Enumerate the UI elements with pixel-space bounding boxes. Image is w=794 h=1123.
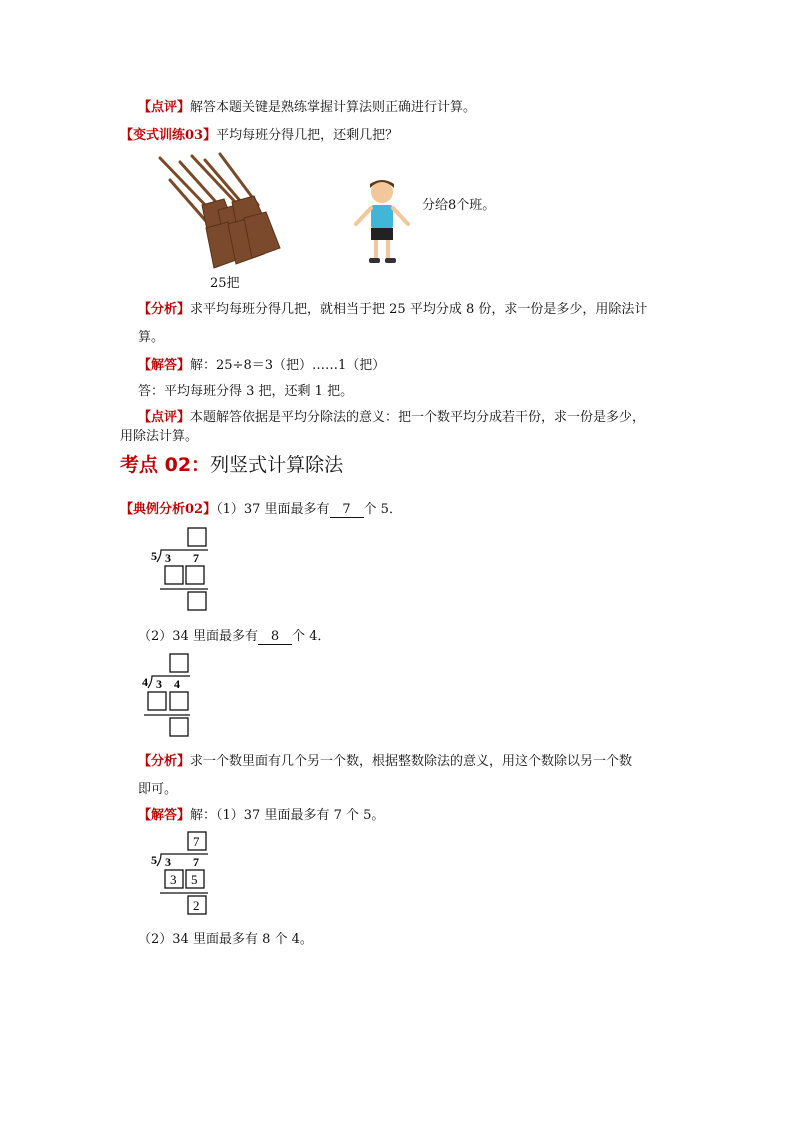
- answer-2-line2: （2）34 里面最多有 8 个 4。: [138, 932, 313, 947]
- exercise-3-question: [120, 124, 398, 143]
- brooms-illustration: [150, 150, 285, 290]
- product-ones-box: [170, 692, 188, 710]
- product-ones-digit: 5: [191, 872, 198, 887]
- q1-blank: 7: [330, 502, 364, 518]
- answer-1-reply: 答：平均每班分得 3 把，还剩 1 把。: [138, 384, 354, 399]
- speech-text: 分给8个班。: [422, 198, 496, 213]
- answer-text: 解：25÷8＝3（把）……1（把）: [190, 358, 386, 373]
- comment-tag: 【点评】: [138, 100, 191, 115]
- dividend-tens: 3: [165, 551, 171, 565]
- exercise-question: 平均每班分得几把，还剩几把？: [216, 128, 399, 143]
- comment-tag: 【点评】: [138, 410, 191, 425]
- quotient-box: [170, 654, 188, 672]
- q1-suffix: 个 5．: [363, 502, 402, 517]
- dividend-tens: 3: [156, 677, 162, 691]
- quotient-digit: 7: [193, 834, 200, 849]
- divisor-digit: 4: [142, 675, 148, 689]
- remainder-box: [170, 718, 188, 736]
- analysis-2-line1: [138, 750, 632, 769]
- answer-2: [138, 804, 384, 823]
- example-2-q2: [138, 625, 330, 645]
- product-tens-box: [148, 692, 166, 710]
- dividend-tens: 3: [165, 855, 171, 869]
- remainder-digit: 2: [193, 898, 200, 913]
- comment-2-line1: [138, 406, 645, 425]
- long-division-answer: [138, 830, 238, 920]
- analysis-tag: 【分析】: [138, 754, 191, 769]
- comment-1: [138, 96, 476, 115]
- dividend-ones: 4: [174, 677, 180, 691]
- analysis-tag: 【分析】: [138, 302, 191, 317]
- product-tens-digit: 3: [170, 872, 177, 887]
- answer-1: [138, 354, 385, 373]
- comment-2-line2: 用除法计算。: [120, 429, 199, 444]
- comment-text: 解答本题关键是熟练掌握计算法则正确进行计算。: [190, 100, 477, 115]
- remainder-box: [188, 592, 206, 610]
- quotient-box: [188, 528, 206, 546]
- product-ones-box: [186, 566, 204, 584]
- divisor-digit: 5: [151, 549, 157, 563]
- analysis-1-line1: [138, 298, 647, 317]
- answer-text: 解：（1）37 里面最多有 7 个 5。: [190, 808, 385, 823]
- product-tens-box: [165, 566, 183, 584]
- example-2-q1: [120, 498, 402, 518]
- section-heading: 列竖式计算除法: [210, 454, 344, 476]
- answer-tag: 【解答】: [138, 808, 191, 823]
- q2-prefix: （2）34 里面最多有: [138, 629, 258, 644]
- q2-blank: 8: [258, 629, 292, 645]
- dividend-ones: 7: [193, 551, 199, 565]
- analysis-2-line2: 即可。: [138, 782, 178, 797]
- long-division-2: [138, 652, 238, 742]
- q2-suffix: 个 4．: [291, 629, 331, 644]
- broom-count-label: 25把: [210, 276, 240, 291]
- analysis-text: 求一个数里面有几个另一个数，根据整数除法的意义，用这个数除以另一个数: [190, 754, 633, 769]
- dividend-ones: 7: [193, 855, 199, 869]
- comment-text: 本题解答依据是平均分除法的意义：把一个数平均分成若干份，求一份是多少，: [190, 410, 646, 425]
- boy-illustration: [352, 178, 412, 268]
- answer-tag: 【解答】: [138, 358, 191, 373]
- long-division-1: [138, 526, 238, 616]
- divisor-digit: 5: [151, 853, 157, 867]
- analysis-1-line2: 算。: [138, 330, 165, 345]
- q1-prefix: （1）37 里面最多有: [216, 502, 330, 517]
- section-label: 考点 02：: [120, 454, 211, 476]
- example-tag: 【典例分析02】: [120, 502, 217, 517]
- analysis-text: 求平均每班分得几把，就相当于把 25 平均分成 8 份，求一份是多少，用除法计: [190, 302, 648, 317]
- section-title: [120, 450, 343, 477]
- exercise-tag: 【变式训练03】: [120, 128, 217, 143]
